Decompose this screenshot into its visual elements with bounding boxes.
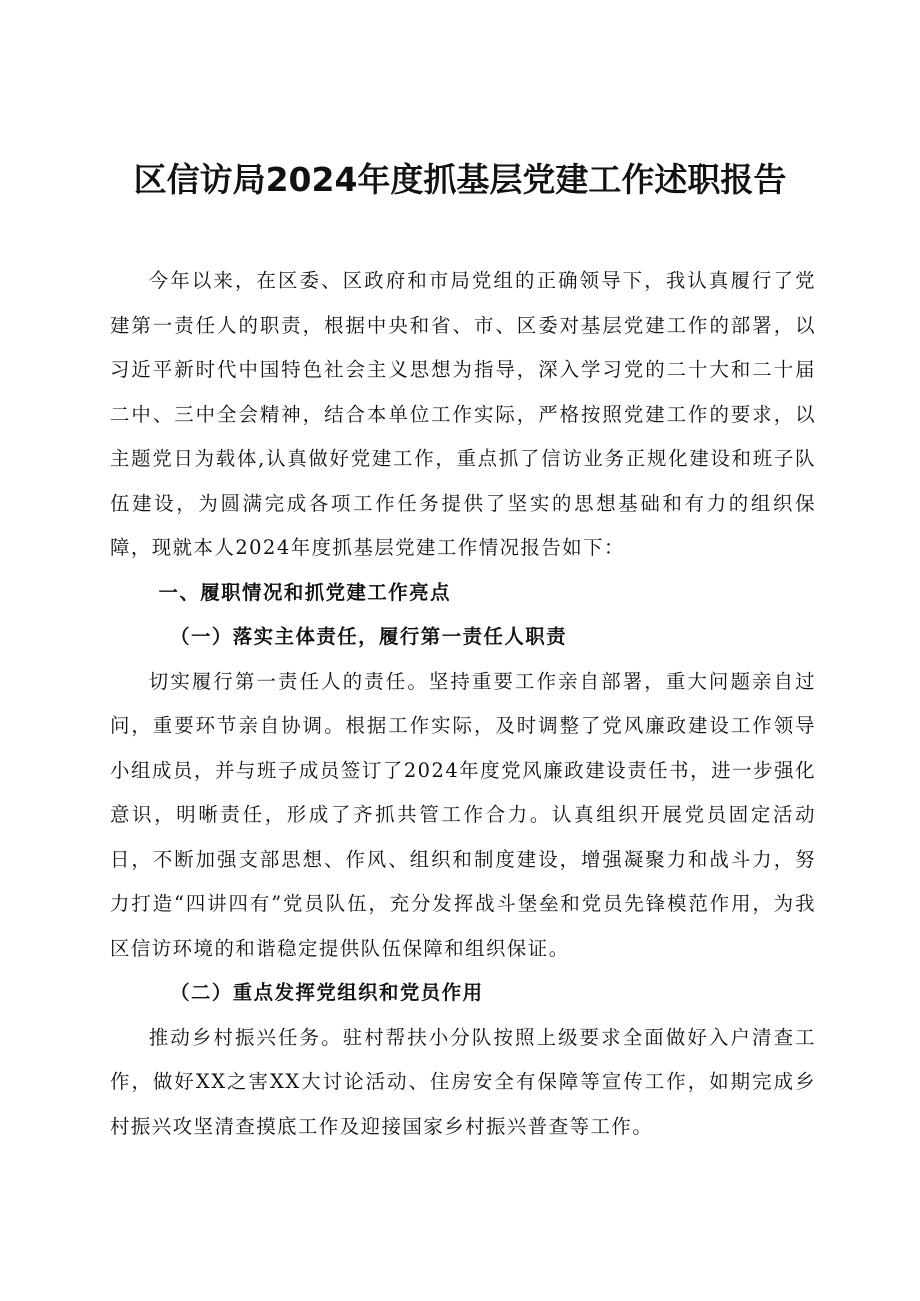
intro-paragraph: 今年以来，在区委、区政府和市局党组的正确领导下，我认真履行了党建第一责任人的职责，根据中央和省、市、区委对基层党建工作的部署，以习近平新时代中国特色社会主义思想为指导，深入学习党的二十大和二十届二中、三中全会精神，结合本单位工作实际，严格按照党建工作的要求，以主题党日为载体,认真做好党建工作，重点抓了信访业务正规化建设和班子队伍建设，为圆满完成各项工作任务提供了坚实的思想基础和有力的组织保障，现就本人2024年度抓基层党建工作情况报告如下： xyxy=(110,269,816,559)
document-title: 区信访局2024年度抓基层党建工作述职报告 xyxy=(133,160,787,199)
subsection-2-paragraph: 推动乡村振兴任务。驻村帮扶小分队按照上级要求全面做好入户清查工作，做好XX之害XX大讨论活动、住房安全有保障等宣传工作，如期完成乡村振兴攻坚清查摸底工作及迎接国家乡村振兴普查等工作。 xyxy=(110,1025,816,1138)
section-heading-1: 一、履职情况和抓党建工作亮点 xyxy=(158,580,451,604)
subsection-1-paragraph: 切实履行第一责任人的责任。坚持重要工作亲自部署，重大问题亲自过问，重要环节亲自协调。根据工作实际，及时调整了党风廉政建设工作领导小组成员，并与班子成员签订了2024年度党风廉政建设责任书，进一步强化意识，明晰责任，形成了齐抓共管工作合力。认真组织开展党员固定活动日，不断加强支部思想、作风、组织和制度建设，增强凝聚力和战斗力，努力打造“四讲四有”党员队伍，充分发挥战斗堡垒和党员先锋模范作用，为我区信访环境的和谐稳定提供队伍保障和组织保证。 xyxy=(110,669,816,960)
subsection-heading-1: （一）落实主体责任，履行第一责任人职责 xyxy=(170,625,568,648)
document-body xyxy=(110,259,816,1149)
subsection-heading-2: （二）重点发挥党组织和党员作用 xyxy=(170,981,484,1004)
